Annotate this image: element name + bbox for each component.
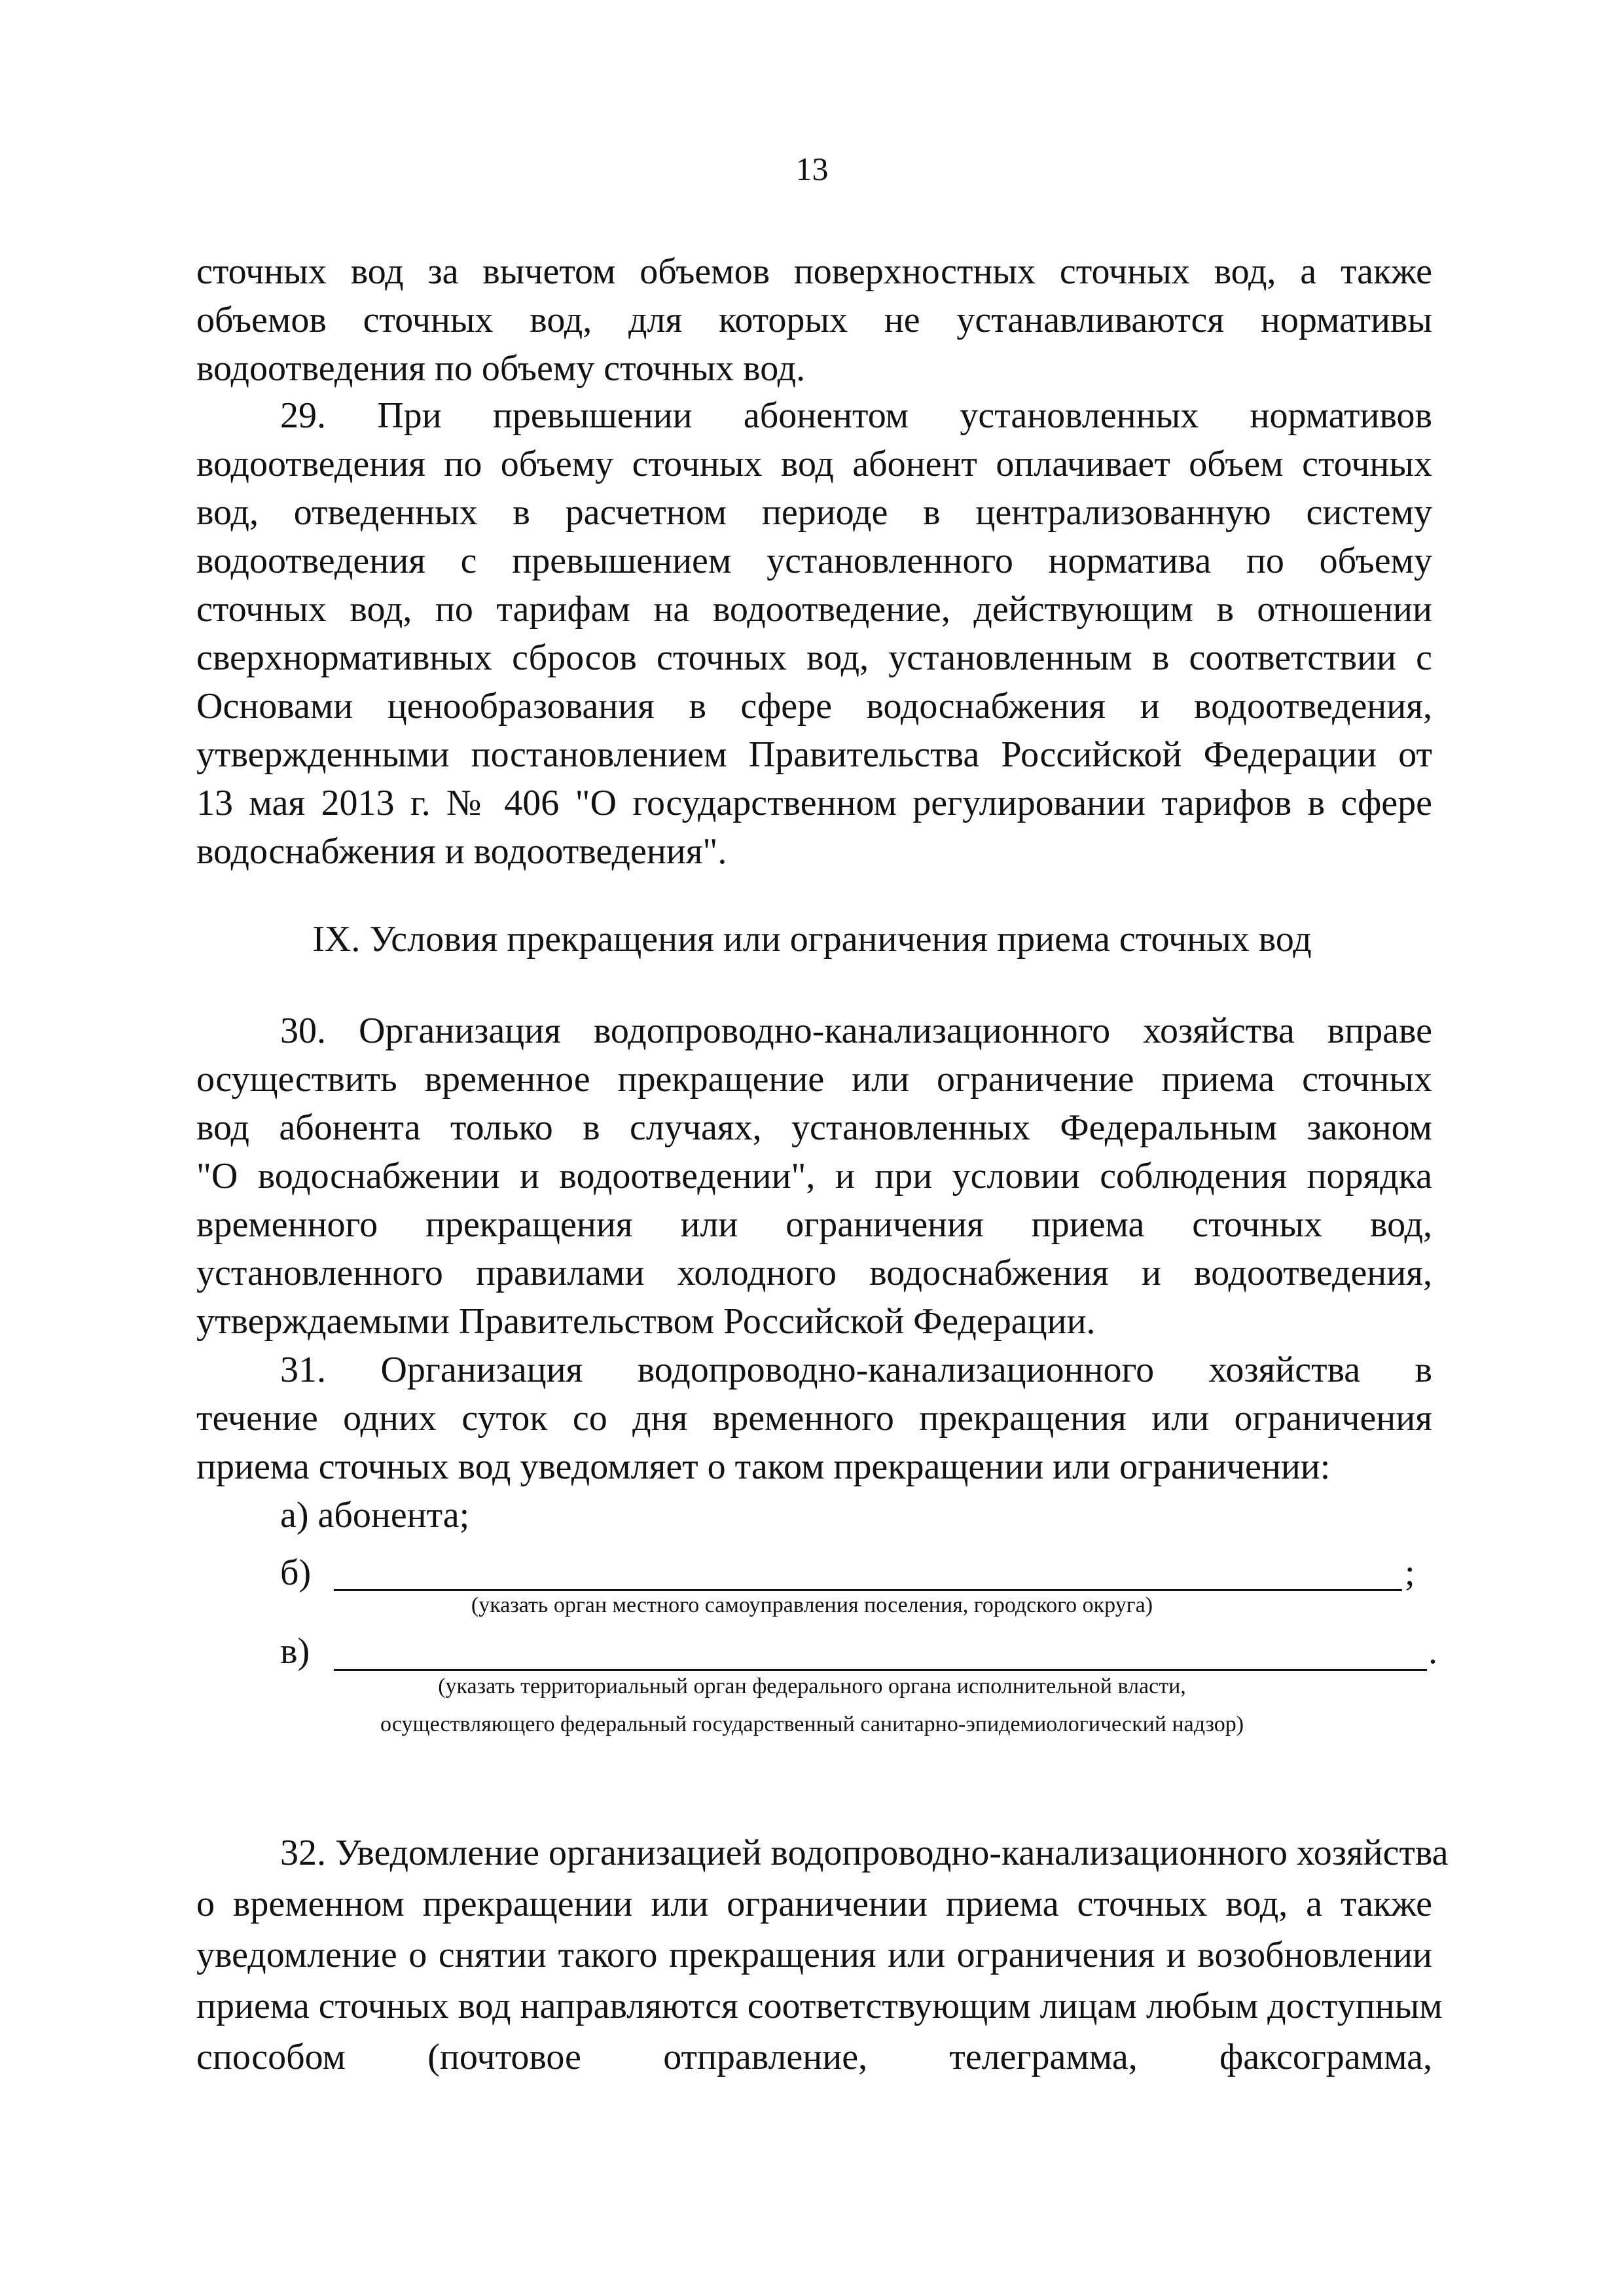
paragraph-28-line: сточных вод за вычетом объемов поверхностных сточных вод, а также bbox=[196, 251, 1432, 292]
paragraph-32-line: уведомление о снятии такого прекращения или ограничения и возобновлении bbox=[196, 1935, 1432, 1975]
list-item-b-end-mark: ; bbox=[1405, 1552, 1415, 1593]
paragraph-30-line: утверждаемыми Правительством Российской Федерации. bbox=[196, 1301, 1096, 1342]
paragraph-32-line: 32. Уведомление организацией водопроводно-канализационного хозяйства bbox=[280, 1833, 1449, 1873]
paragraph-31-line: течение одних суток со дня временного прекращения или ограничения bbox=[196, 1398, 1432, 1439]
paragraph-30-line: "О водоснабжении и водоотведении", и при условии соблюдения порядка bbox=[196, 1156, 1432, 1196]
fill-in-hint-c: (указать территориальный орган федерального органа исполнительной власти, bbox=[438, 1674, 1186, 1698]
fill-in-hint-b: (указать орган местного самоуправления поселения, городского округа) bbox=[471, 1593, 1153, 1617]
paragraph-30-line: установленного правилами холодного водоснабжения и водоотведения, bbox=[196, 1253, 1432, 1293]
section-heading: IX. Условия прекращения или ограничения приема сточных вод bbox=[312, 919, 1312, 960]
list-item-c-label: в) bbox=[280, 1631, 310, 1672]
paragraph-29-line: Основами ценообразования в сфере водоснабжения и водоотведения, bbox=[196, 686, 1432, 726]
paragraph-29-line: водоотведения с превышением установленного норматива по объему bbox=[196, 541, 1432, 581]
list-item-c-end-mark: . bbox=[1428, 1631, 1437, 1672]
fill-in-line-b bbox=[334, 1589, 1402, 1591]
paragraph-30-line: временного прекращения или ограничения приема сточных вод, bbox=[196, 1204, 1432, 1245]
paragraph-29-line: вод, отведенных в расчетном периоде в централизованную систему bbox=[196, 492, 1432, 533]
paragraph-30-line: вод абонента только в случаях, установленных Федеральным законом bbox=[196, 1107, 1432, 1148]
paragraph-29-line: сверхнормативных сбросов сточных вод, установленным в соответствии с bbox=[196, 637, 1432, 678]
paragraph-32-line: о временном прекращении или ограничении приема сточных вод, а также bbox=[196, 1884, 1432, 1924]
fill-in-line-c bbox=[334, 1669, 1427, 1671]
paragraph-28-line: объемов сточных вод, для которых не устанавливаются нормативы bbox=[196, 300, 1432, 340]
paragraph-32-line: приема сточных вод направляются соответствующим лицам любым доступным bbox=[196, 1986, 1443, 2026]
page-number: 13 bbox=[795, 151, 829, 187]
paragraph-29-line: сточных вод, по тарифам на водоотведение, действующим в отношении bbox=[196, 589, 1432, 630]
paragraph-29-line: водоотведения по объему сточных вод абонент оплачивает объем сточных bbox=[196, 444, 1432, 484]
paragraph-31-line: приема сточных вод уведомляет о таком прекращении или ограничении: bbox=[196, 1446, 1331, 1487]
paragraph-29-line: 13 мая 2013 г. № 406 "О государственном регулировании тарифов в сфере bbox=[196, 783, 1432, 823]
fill-in-hint-c: осуществляющего федеральный государственный санитарно-эпидемиологический надзор) bbox=[380, 1712, 1244, 1736]
paragraph-31-line: 31. Организация водопроводно-канализационного хозяйства в bbox=[280, 1350, 1432, 1390]
paragraph-30-line: 30. Организация водопроводно-канализационного хозяйства вправе bbox=[280, 1011, 1432, 1051]
list-item-b-label: б) bbox=[280, 1552, 312, 1593]
paragraph-29-line: утвержденными постановлением Правительства Российской Федерации от bbox=[196, 734, 1432, 775]
paragraph-32-line: способом (почтовое отправление, телеграмма, факсограмма, bbox=[196, 2037, 1432, 2077]
list-item-a: а) абонента; bbox=[280, 1495, 470, 1535]
paragraph-29-line: водоснабжения и водоотведения". bbox=[196, 831, 727, 872]
paragraph-29-line: 29. При превышении абонентом установленных нормативов bbox=[280, 395, 1432, 436]
paragraph-28-line: водоотведения по объему сточных вод. bbox=[196, 348, 806, 389]
paragraph-30-line: осуществить временное прекращение или ограничение приема сточных bbox=[196, 1059, 1432, 1100]
